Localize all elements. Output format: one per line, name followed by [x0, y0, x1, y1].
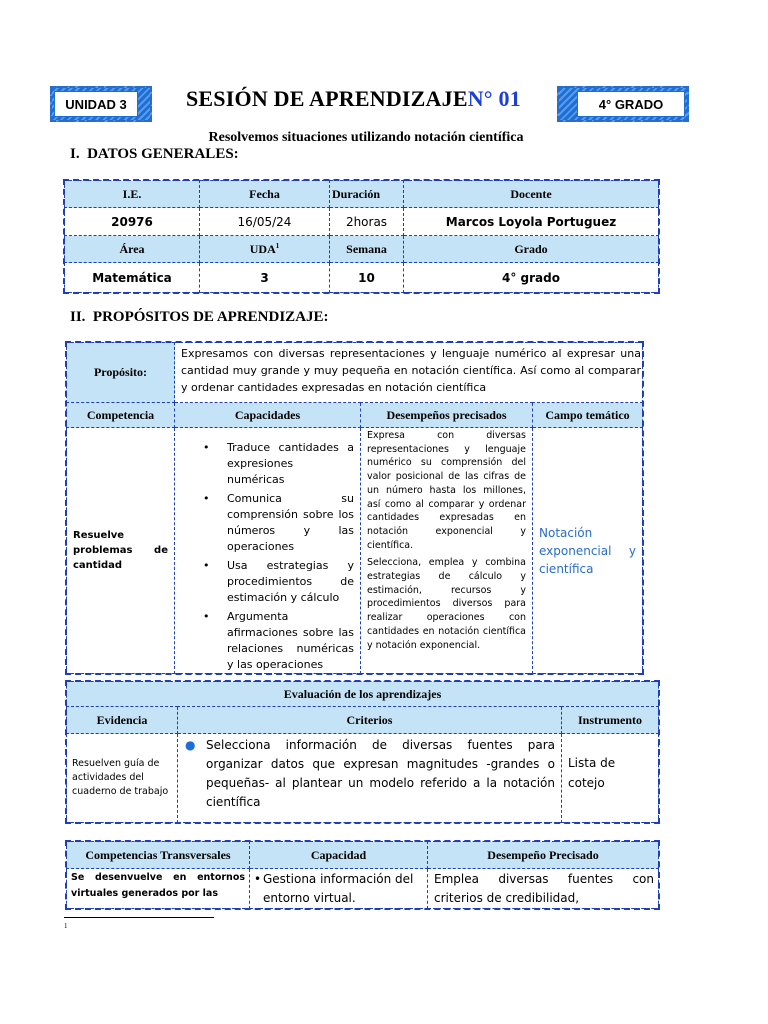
evaluacion-title-row	[67, 682, 659, 707]
datos-generales-table	[64, 180, 659, 293]
page-title	[186, 86, 521, 112]
value-ie: 20976	[65, 208, 200, 236]
value-semana: 10	[330, 263, 404, 293]
header-uda-text: UDA	[249, 241, 276, 256]
header-criterios: Criterios	[178, 707, 562, 734]
header-grado: Grado	[404, 236, 659, 263]
value-grado: 4° grado	[404, 263, 659, 293]
capacidad-item: • Usa estrategias y procedimientos de estimación y cálculo	[175, 558, 354, 606]
evidencia-text: Resuelven guía de actividades del cuaderno de trabajo	[72, 758, 169, 797]
footnote-ref: 1	[275, 241, 280, 250]
transversal-capacidad-text: Gestiona información del entorno virtual.	[263, 872, 414, 905]
value-area: Matemática	[65, 263, 200, 293]
capacidades-list	[175, 440, 354, 673]
bullet-icon: •	[254, 872, 262, 886]
grade-label: 4° GRADO	[598, 96, 664, 112]
header-semana: Semana	[330, 236, 404, 263]
desempenos-cell	[361, 428, 533, 674]
desempeno-item: Expresa con diversas representaciones y lenguaje numérico su comprensión del valor posicional de las cifras de un número hasta los millones, así como al comparar y ordenar cantidades expresadas en notación exponencial y científica.	[367, 430, 526, 551]
header-fecha: Fecha	[200, 181, 330, 208]
header-uda	[200, 236, 330, 263]
bullet-icon: ●	[185, 738, 196, 752]
capacidad-item: • Argumenta afirmaciones sobre las relaciones numéricas y las operaciones	[175, 609, 354, 673]
header-capacidades: Capacidades	[175, 403, 361, 428]
campo-text: Notación exponencial y científica	[539, 525, 636, 576]
header-area: Área	[65, 236, 200, 263]
proposito-label: Propósito:	[67, 343, 175, 403]
criterio-text: Selecciona información de diversas fuentes para organizar datos que expresan magnitudes -grandes o pequeñas- al plantear un modelo referido a la notación científica	[206, 738, 555, 809]
section-heading-datos: I. DATOS GENERALES:	[70, 146, 239, 162]
competencia-text: Resuelve problemas de cantidad	[73, 530, 168, 571]
unit-badge	[54, 91, 138, 117]
proposito-row	[67, 343, 643, 403]
evaluacion-title: Evaluación de los aprendizajes	[67, 682, 659, 707]
header-capacidad: Capacidad	[250, 842, 428, 869]
session-number: N° 01	[467, 86, 521, 111]
unit-label: UNIDAD 3	[65, 96, 127, 112]
transversal-capacidad-item	[254, 870, 423, 908]
grade-badge-frame	[557, 86, 689, 122]
evaluacion-table	[66, 681, 659, 823]
value-uda: 3	[200, 263, 330, 293]
value-docente: Marcos Loyola Portuguez	[404, 208, 659, 236]
criterio-cell	[178, 734, 562, 823]
criterio-item	[178, 736, 555, 812]
campo-cell	[533, 428, 643, 674]
transversales-table	[66, 841, 659, 909]
transversal-desempeno-cell	[428, 869, 659, 909]
evaluacion-header-row	[67, 707, 659, 734]
propositos-content-row	[67, 428, 643, 674]
header-ie: I.E.	[65, 181, 200, 208]
desempeno-item: Selecciona, emplea y combina estrategias de cálculo y estimación, recursos y procedimientos diversos para realizar operaciones con cantidades en notación científica y notación exponencial.	[367, 557, 526, 651]
proposito-text: Expresamos con diversas representaciones y lenguaje numérico al expresar una cantidad muy grande y muy pequeña en notación científica. Así como al comparar y ordenar cantidades expresadas en notación científica	[175, 343, 643, 403]
propositos-table	[66, 342, 643, 674]
header-competencia: Competencia	[67, 403, 175, 428]
session-subtitle: Resolvemos situaciones utilizando notación científica	[208, 130, 524, 145]
header-desempeno-precisado: Desempeño Precisado	[428, 842, 659, 869]
propositos-header-row	[67, 403, 643, 428]
header-campo: Campo temático	[533, 403, 643, 428]
grade-badge	[577, 91, 685, 117]
transversales-header-row	[67, 842, 659, 869]
footnote-divider	[64, 917, 214, 918]
transversal-capacidad-cell	[250, 869, 428, 909]
transversales-content-row	[67, 869, 659, 909]
section-heading-propositos: II. PROPÓSITOS DE APRENDIZAJE:	[70, 309, 329, 325]
footnote-mark: 1	[64, 922, 68, 930]
header-docente: Docente	[404, 181, 659, 208]
header-evidencia: Evidencia	[67, 707, 178, 734]
header-desempenos: Desempeños precisados	[361, 403, 533, 428]
value-duracion: 2horas	[330, 208, 404, 236]
transversal-competencia-cell	[67, 869, 250, 909]
datos-header-row-1	[65, 181, 659, 208]
competencia-cell	[67, 428, 175, 674]
datos-value-row-2	[65, 263, 659, 293]
transversal-desempeno-text: Emplea diversas fuentes con criterios de credibilidad,	[434, 872, 654, 905]
unit-badge-frame	[50, 86, 152, 122]
header-competencias-transversales: Competencias Transversales	[67, 842, 250, 869]
header-duracion: Duración	[330, 181, 404, 208]
header-instrumento: Instrumento	[562, 707, 659, 734]
transversal-competencia-text: Se desenvuelve en entornos virtuales generados por las	[71, 872, 245, 899]
datos-header-row-2	[65, 236, 659, 263]
instrumento-text: Lista de cotejo	[568, 756, 616, 790]
value-fecha: 16/05/24	[200, 208, 330, 236]
capacidad-item: • Traduce cantidades a expresiones numéricas	[175, 440, 354, 488]
capacidades-cell	[175, 428, 361, 674]
title-text: SESIÓN DE APRENDIZAJE	[186, 86, 468, 111]
instrumento-cell	[562, 734, 659, 823]
evaluacion-content-row	[67, 734, 659, 823]
datos-value-row-1	[65, 208, 659, 236]
capacidad-item: • Comunica su comprensión sobre los números y las operaciones	[175, 491, 354, 555]
evidencia-cell	[67, 734, 178, 823]
